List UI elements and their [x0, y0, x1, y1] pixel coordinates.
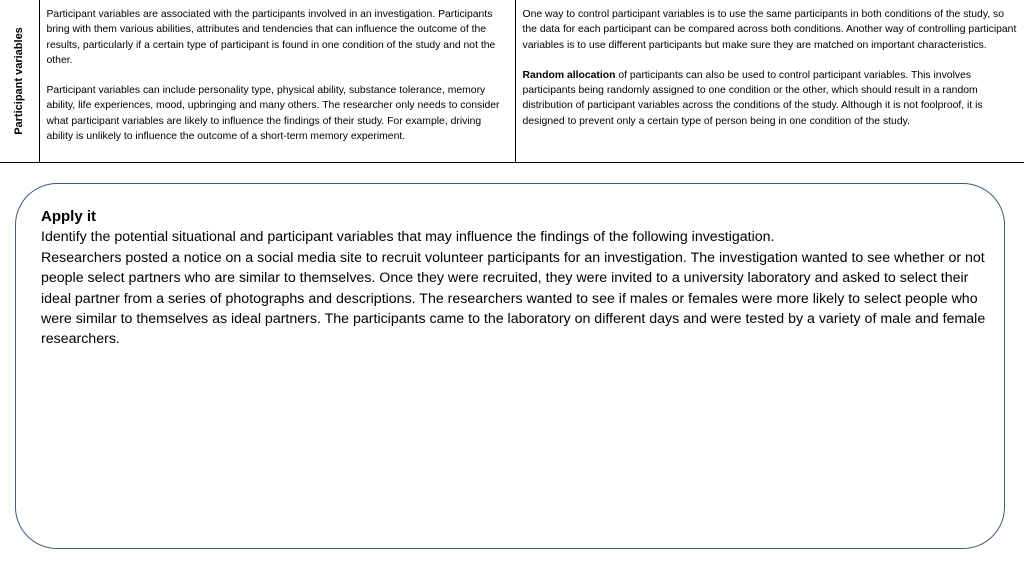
control-paragraph-1: One way to control participant variables is to use the same participants in both conditions of the study, so the data for each participant can be compared across both conditions. Another way of controlling participant variables is to use different participants but make sure they are matched on important characteristics. — [522, 9, 1017, 51]
random-allocation-text: of participants can also be used to control participant variables. This involves participants being randomly assigned to one condition or the other, which should result in a random distribution of participant variables across the conditions of the study. Although it is not foolproof, it is designed to prevent only a certain type of person being in one condition of the study. — [522, 69, 983, 127]
row-header-cell — [0, 0, 39, 163]
apply-it-box — [15, 183, 1005, 549]
apply-it-title: Apply it — [41, 208, 96, 225]
control-cell — [515, 0, 1024, 163]
apply-it-scenario: Researchers posted a notice on a social media site to recruit volunteer participants for an investigation. The investigation wanted to see whether or not people select partners who are similar to themselves. Once they were recruited, they were invited to a university laboratory and asked to select their ideal partner from a series of photographs and descriptions. The researchers wanted to see if males or females were more likely to select people who were similar to themselves as ideal partners. The participants came to the laboratory on different days and were tested by a variety of male and female researchers. — [41, 249, 986, 348]
apply-it-content — [41, 207, 991, 350]
description-paragraph-2: Participant variables can include personality type, physical ability, substance tolerance, memory ability, life experiences, mood, upbringing and many others. The researcher only needs to consider what participant variables are likely to influence the findings of their study. For example, driving ability is unlikely to influence the outcome of a short-term memory experiment. — [46, 85, 500, 143]
control-paragraph-2 — [523, 68, 1019, 129]
participant-variables-table — [0, 0, 1024, 163]
description-paragraph-1: Participant variables are associated with the participants involved in an investigation. Participants bring with them various abilities, attributes and tendencies that can influence the outcome of the results, particularly if a certain type of participant is found in one condition of the study and not the other. — [46, 9, 496, 66]
apply-it-instruction: Identify the potential situational and participant variables that may influence the findings of the following investigation. — [41, 229, 775, 246]
row-header-label: Participant variables — [13, 27, 26, 135]
description-cell — [39, 0, 515, 163]
table-row — [0, 0, 1024, 163]
random-allocation-term: Random allocation — [522, 69, 616, 81]
